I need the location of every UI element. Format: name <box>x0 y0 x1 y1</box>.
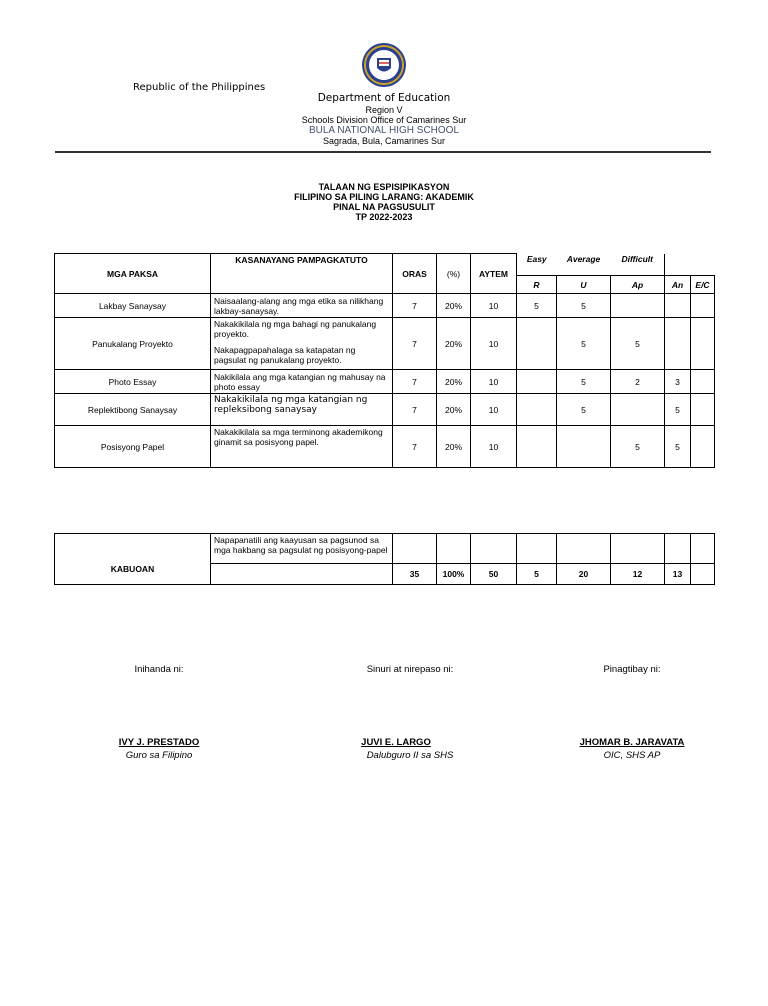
oras-cell: 7 <box>393 318 437 370</box>
ap-cell <box>611 294 665 318</box>
total-empty-cell <box>517 534 557 564</box>
total-empty-cell <box>557 534 611 564</box>
r-cell <box>517 394 557 426</box>
total-u: 20 <box>557 564 611 585</box>
total-aytem: 50 <box>471 564 517 585</box>
header-empty-ec <box>691 254 715 276</box>
total-empty-cell <box>437 534 471 564</box>
republic-text: Republic of the Philippines <box>133 82 266 93</box>
division-name: Schools Division Office of Camarines Sur <box>301 115 467 125</box>
reviewer-name: JUVI E. LARGO <box>361 737 431 748</box>
approver-role: OIC, SHS AP <box>603 750 661 761</box>
total-empty-cell <box>55 534 211 564</box>
doc-title-4: TP 2022-2023 <box>355 212 413 222</box>
total-empty-cell <box>691 534 715 564</box>
kasanayan-cell: Naisaalang-alang ang mga etika sa nilikhang lakbay-sanaysay. <box>211 294 393 318</box>
spec-table <box>54 253 715 468</box>
r-cell: 5 <box>517 294 557 318</box>
kasanayan-text-2: Nakapagpapahalaga sa katapatan ng pagsulat ng panukalang proyekto. <box>214 345 356 365</box>
ec-cell <box>691 318 715 370</box>
ec-cell <box>691 370 715 394</box>
preparer-role: Guro sa Filipino <box>125 750 193 761</box>
u-cell: 5 <box>557 294 611 318</box>
aytem-cell: 10 <box>471 318 517 370</box>
u-cell: 5 <box>557 370 611 394</box>
header-easy: Easy <box>517 254 557 276</box>
header-oras: ORAS <box>393 254 437 294</box>
ec-cell <box>691 394 715 426</box>
header-ap: Ap <box>611 276 665 294</box>
school-name: BULA NATIONAL HIGH SCHOOL <box>308 125 460 136</box>
aytem-cell: 10 <box>471 394 517 426</box>
table-row <box>55 318 715 370</box>
kasanayan-cell: Nakikilala ang mga katangian ng mahusay na photo essay <box>211 370 393 394</box>
doc-title-1: TALAAN NG ESPISIPIKASYON <box>318 182 450 192</box>
an-cell <box>665 294 691 318</box>
paksa-cell: Photo Essay <box>55 370 211 394</box>
total-row <box>55 564 715 585</box>
preparer-name: IVY J. PRESTADO <box>118 737 200 748</box>
kasanayan-cell: Nakakikilala ng mga katangian ng repleksibong sanaysay <box>211 394 393 426</box>
table-row <box>55 426 715 468</box>
school-address: Sagrada, Bula, Camarines Sur <box>322 136 446 146</box>
department-name: Department of Education <box>317 92 451 104</box>
oras-cell: 7 <box>393 294 437 318</box>
total-label: KABUOAN <box>55 564 211 585</box>
ec-cell <box>691 426 715 468</box>
u-cell: 5 <box>557 318 611 370</box>
header-ec: E/C <box>691 276 715 294</box>
doc-title-3: PINAL NA PAGSUSULIT <box>333 202 435 212</box>
r-cell <box>517 370 557 394</box>
header-r: R <box>517 276 557 294</box>
u-cell: 5 <box>557 394 611 426</box>
kasanayan-cell: Nakakikilala sa mga terminong akademikong ginamit sa posisyong papel. <box>211 426 393 468</box>
header-paksa: MGA PAKSA <box>55 254 211 294</box>
header-empty-an <box>665 254 691 276</box>
total-percent: 100% <box>437 564 471 585</box>
header-difficult: Difficult <box>621 253 653 264</box>
percent-cell: 20% <box>437 370 471 394</box>
percent-cell: 20% <box>437 426 471 468</box>
an-cell: 5 <box>665 426 691 468</box>
header-percent: (%) <box>437 254 471 294</box>
total-empty-cell <box>665 534 691 564</box>
percent-cell: 20% <box>437 318 471 370</box>
oras-cell: 7 <box>393 426 437 468</box>
ec-cell <box>691 294 715 318</box>
an-cell <box>665 318 691 370</box>
total-empty-cell <box>471 534 517 564</box>
total-kasanayan-cell <box>211 564 393 585</box>
region-name: Region V <box>365 105 403 115</box>
an-cell: 3 <box>665 370 691 394</box>
ap-cell: 2 <box>611 370 665 394</box>
extra-skill-cell: Napapanatili ang kaayusan sa pagsunod sa mga hakbang sa pagsulat ng posisyong-papel <box>211 534 393 564</box>
header-kasanayan: KASANAYANG PAMPAGKATUTO <box>211 254 393 294</box>
header-an: An <box>665 276 691 294</box>
total-table <box>54 533 715 585</box>
deped-seal-icon <box>361 42 407 88</box>
ap-cell <box>611 394 665 426</box>
total-oras: 35 <box>393 564 437 585</box>
percent-cell: 20% <box>437 394 471 426</box>
percent-cell: 20% <box>437 294 471 318</box>
total-empty-cell <box>393 534 437 564</box>
total-ap: 12 <box>611 564 665 585</box>
prepared-by-label: Inihanda ni: <box>134 664 184 675</box>
table-row <box>55 370 715 394</box>
kasanayan-text-1: Nakakikilala ng mga bahagi ng panukalang proyekto. <box>214 319 377 339</box>
total-r: 5 <box>517 564 557 585</box>
table-row <box>55 294 715 318</box>
paksa-cell: Panukalang Proyekto <box>55 318 211 370</box>
oras-cell: 7 <box>393 370 437 394</box>
doc-title-2: FILIPINO SA PILING LARANG: AKADEMIK <box>294 192 474 202</box>
approver-name: JHOMAR B. JARAVATA <box>579 737 685 748</box>
approved-by-label: Pinagtibay ni: <box>603 664 661 675</box>
paksa-cell: Replektibong Sanaysay <box>55 394 211 426</box>
u-cell <box>557 426 611 468</box>
table-row <box>55 394 715 426</box>
reviewer-role: Dalubguro II sa SHS <box>366 750 454 761</box>
reviewed-by-label: Sinuri at nirepaso ni: <box>366 664 454 675</box>
aytem-cell: 10 <box>471 294 517 318</box>
an-cell: 5 <box>665 394 691 426</box>
oras-cell: 7 <box>393 394 437 426</box>
paksa-cell: Lakbay Sanaysay <box>55 294 211 318</box>
ap-cell: 5 <box>611 426 665 468</box>
paksa-cell: Posisyong Papel <box>55 426 211 468</box>
header-average: Average <box>566 253 601 264</box>
header-aytem: AYTEM <box>471 254 517 294</box>
r-cell <box>517 426 557 468</box>
r-cell <box>517 318 557 370</box>
total-empty-cell <box>611 534 665 564</box>
aytem-cell: 10 <box>471 370 517 394</box>
ap-cell: 5 <box>611 318 665 370</box>
header-u: U <box>557 276 611 294</box>
kasanayan-cell <box>211 318 393 370</box>
total-an: 13 <box>665 564 691 585</box>
header-divider <box>55 151 711 153</box>
total-ec <box>691 564 715 585</box>
aytem-cell: 10 <box>471 426 517 468</box>
